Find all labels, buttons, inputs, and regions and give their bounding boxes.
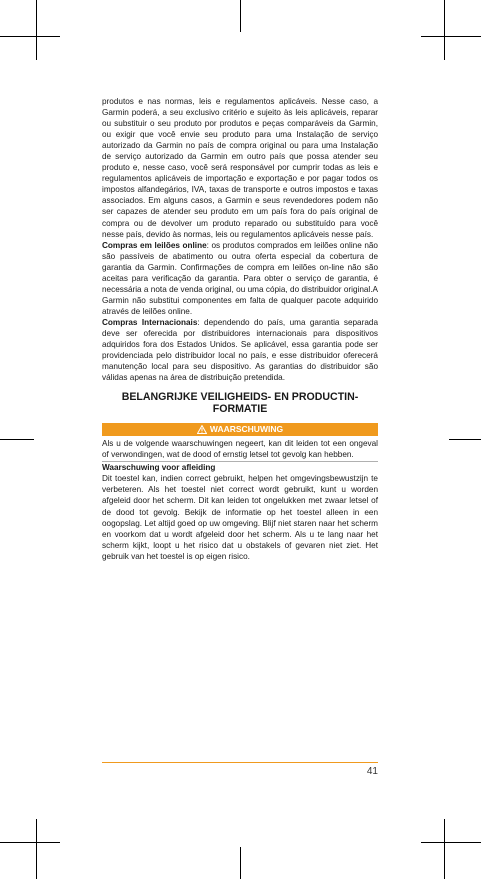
crop-mark — [444, 819, 445, 879]
crop-mark — [421, 36, 481, 37]
international-title: Compras Internacionais — [102, 317, 198, 327]
footer-rule — [102, 762, 378, 763]
auctions-paragraph — [102, 240, 378, 317]
crop-mark — [449, 439, 481, 440]
crop-mark — [36, 0, 37, 60]
page-content — [102, 96, 378, 562]
crop-mark — [240, 0, 241, 32]
page-number: 41 — [366, 766, 378, 777]
warning-label: WAARSCHUWING — [209, 424, 284, 435]
auctions-text: : os produtos comprados em leilões online não são passíveis de abatimento ou outra oferta especial da cobertura de garantia da Garmin. Confirmações de compra em leilões on-line não são aceitas para verificação da garantia. Para obter o serviço de garantia, é necessária a nota de venda original, ou uma cópia, do distribuidor original.A Garmin não substitui componentes em falta de qualquer pacote adquirido através de leilões online. — [102, 240, 378, 316]
crop-mark — [240, 847, 241, 879]
warning-intro: Als u de volgende waarschuwingen negeert, kan dit leiden tot een ongeval of verwondingen, wat de dood of ernstig letsel tot gevolg kan hebben. — [102, 439, 378, 460]
auctions-title: Compras em leilões online — [102, 240, 207, 250]
crop-mark — [0, 842, 60, 843]
warning-triangle-icon — [197, 425, 207, 434]
warranty-paragraph: produtos e nas normas, leis e regulamentos aplicáveis. Nesse caso, a Garmin poderá, a seu exclusivo critério e sujeito às leis aplicáveis, reparar ou substituir o seu produto por produtos e peças comparáveis da Garmin, ou exigir que você envie seu produto para uma Instalação de serviço autorizado da Garmin no país de compra original ou para uma Instalação de serviço autorizado da Garmin em outro país que possa atender seu produto e, nesse caso, você será responsável por cumprir todas as leis e regulamentos aplicáveis de importação e exportação e por pagar todos os impostos alfandegários, IVA, taxas de transporte e outros impostos e taxas associados. Em alguns casos, a Garmin e seus revendedores podem não ser capazes de atender seu produto em um país fora do país original de compra ou de devolver um produto reparado ou substituído para você nesse país, devido às normas, leis ou regulamentos aplicáveis nesse país. — [102, 97, 378, 239]
distraction-text: Dit toestel kan, indien correct gebruikt, helpen het omgevingsbewustzijn te verbeteren. Als het toestel niet correct wordt gebruikt, kunt u worden afgeleid door het scherm. Dit kan leiden tot ongelukken met zwaar letsel of de dood tot gevolg. Bekijk de informatie op het toestel alleen in een oogopslag. Let altijd goed op uw omgeving. Blijf niet staren naar het scherm en voorkom dat u wordt afgeleid door het scherm. Als u te lang naar het scherm kijkt, loopt u het risico dat u obstakels of gevaren niet ziet. Het gebruik van het toestel is op eigen risico. — [102, 474, 378, 561]
crop-mark — [444, 0, 445, 60]
international-text: : dependendo do país, uma garantia separada deve ser oferecida por distribuidores internacionais para dispositivos adquiridos fora dos Estados Unidos. Se aplicável, essa garantia pode ser providenciada pelo distribuidor local no país, e esse distribuidor oferecerá manutenção local para seu dispositivo. As garantias do distribuidor são válidas apenas na área de distribuição pretendida. — [102, 317, 378, 383]
international-paragraph — [102, 317, 378, 383]
crop-mark — [421, 842, 481, 843]
crop-mark — [0, 439, 34, 440]
distraction-title: Waarschuwing voor afleiding — [102, 461, 378, 473]
crop-mark — [36, 819, 37, 879]
warning-banner — [102, 423, 378, 436]
section-heading: BELANGRIJKE VEILIGHEIDS- EN PRODUCTINFORMATIE — [121, 391, 359, 416]
crop-mark — [0, 36, 60, 37]
